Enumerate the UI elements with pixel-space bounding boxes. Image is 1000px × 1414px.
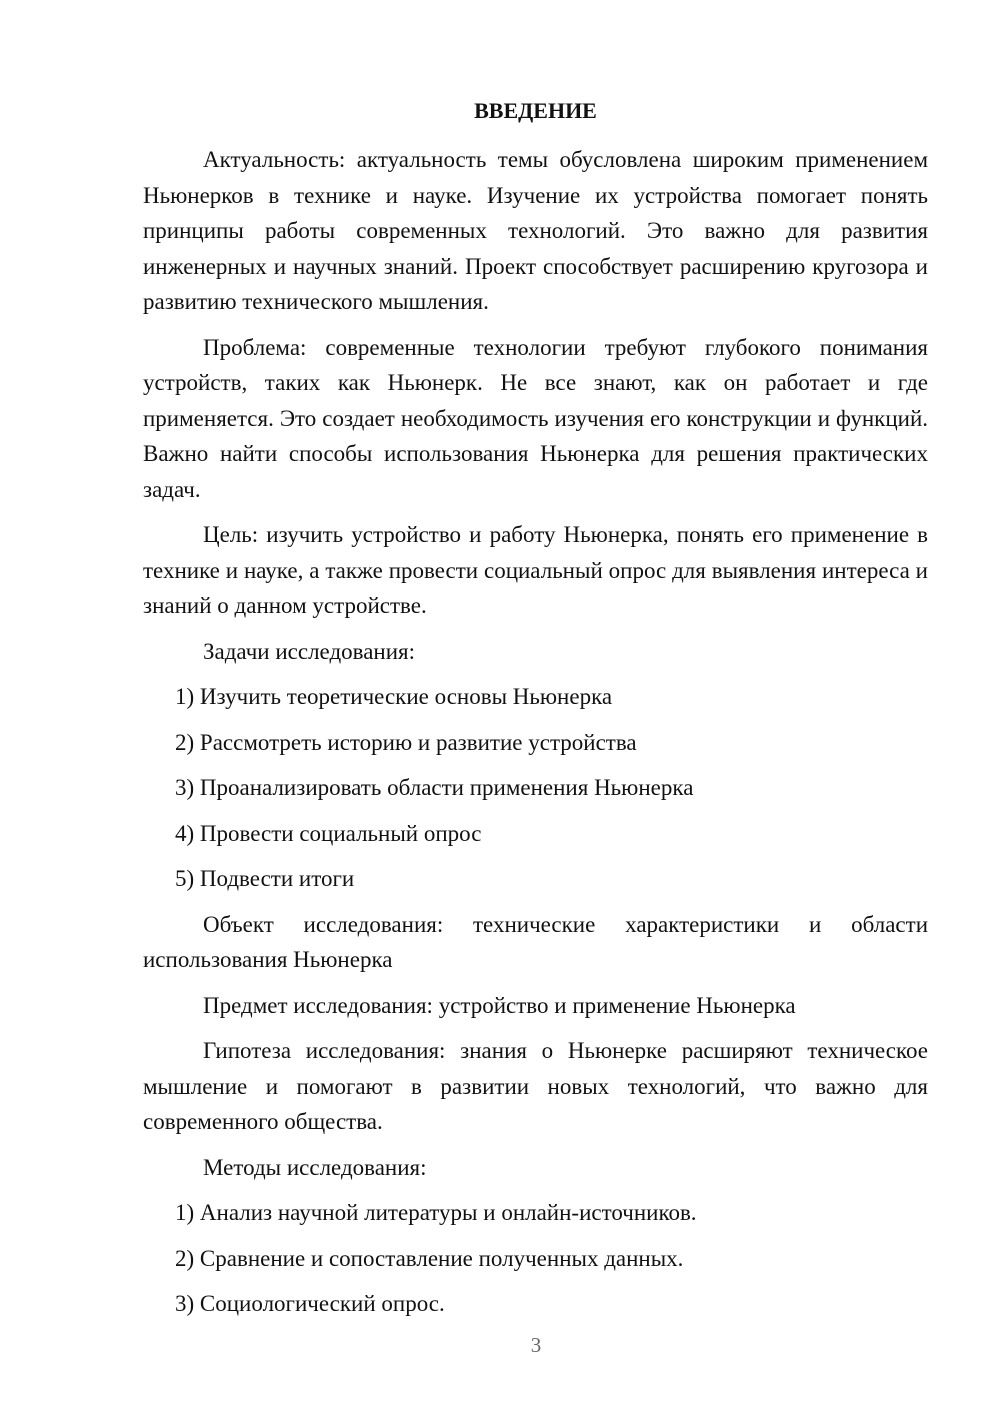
list-item: 4) Провести социальный опрос xyxy=(175,820,482,846)
subject-paragraph: Предмет исследования: устройство и применение Ньюнерка xyxy=(203,992,796,1018)
page-number: 3 xyxy=(530,1333,542,1357)
list-item: 1) Анализ научной литературы и онлайн-источников. xyxy=(175,1200,697,1225)
list-item: 2) Сравнение и сопоставление полученных данных. xyxy=(175,1245,684,1271)
list-item: 3) Проанализировать области применения Ньюнерка xyxy=(175,775,694,800)
relevance-paragraph: Актуальность: актуальность темы обусловлена широким применением Ньюнерков в технике и науке. Изучение их устройства помогает понять принципы работы современных технологий. Это важно для развития инженерных и научных знаний. Проект способствует расширению кругозора и развитию технического мышления. xyxy=(143,147,928,314)
list-item: 2) Рассмотреть историю и развитие устройства xyxy=(175,729,637,755)
page-content xyxy=(143,96,928,1332)
object-paragraph: Объект исследования: технические характеристики и области использования Ньюнерка xyxy=(143,911,928,972)
goal-paragraph: Цель: изучить устройство и работу Ньюнерка, понять его применение в технике и науке, а также провести социальный опрос для выявления интереса и знаний о данном устройстве. xyxy=(143,522,928,618)
tasks-list xyxy=(143,679,928,897)
page-title: ВВЕДЕНИЕ xyxy=(474,98,597,123)
tasks-heading: Задачи исследования: xyxy=(203,638,416,664)
methods-list xyxy=(143,1195,928,1322)
methods-heading: Методы исследования: xyxy=(203,1154,427,1180)
list-item: 1) Изучить теоретические основы Ньюнерка xyxy=(175,684,613,709)
hypothesis-paragraph: Гипотеза исследования: знания о Ньюнерке расширяют техническое мышление и помогают в развитии новых технологий, что важно для современного общества. xyxy=(143,1038,928,1134)
list-item: 5) Подвести итоги xyxy=(175,866,355,891)
problem-paragraph: Проблема: современные технологии требуют глубокого понимания устройств, таких как Ньюнерк. Не все знают, как он работает и где применяется. Это создает необходимость изучения его конструкции и функций. Важно найти способы использования Ньюнерка для решения практических задач. xyxy=(143,334,928,502)
list-item: 3) Социологический опрос. xyxy=(175,1291,445,1316)
